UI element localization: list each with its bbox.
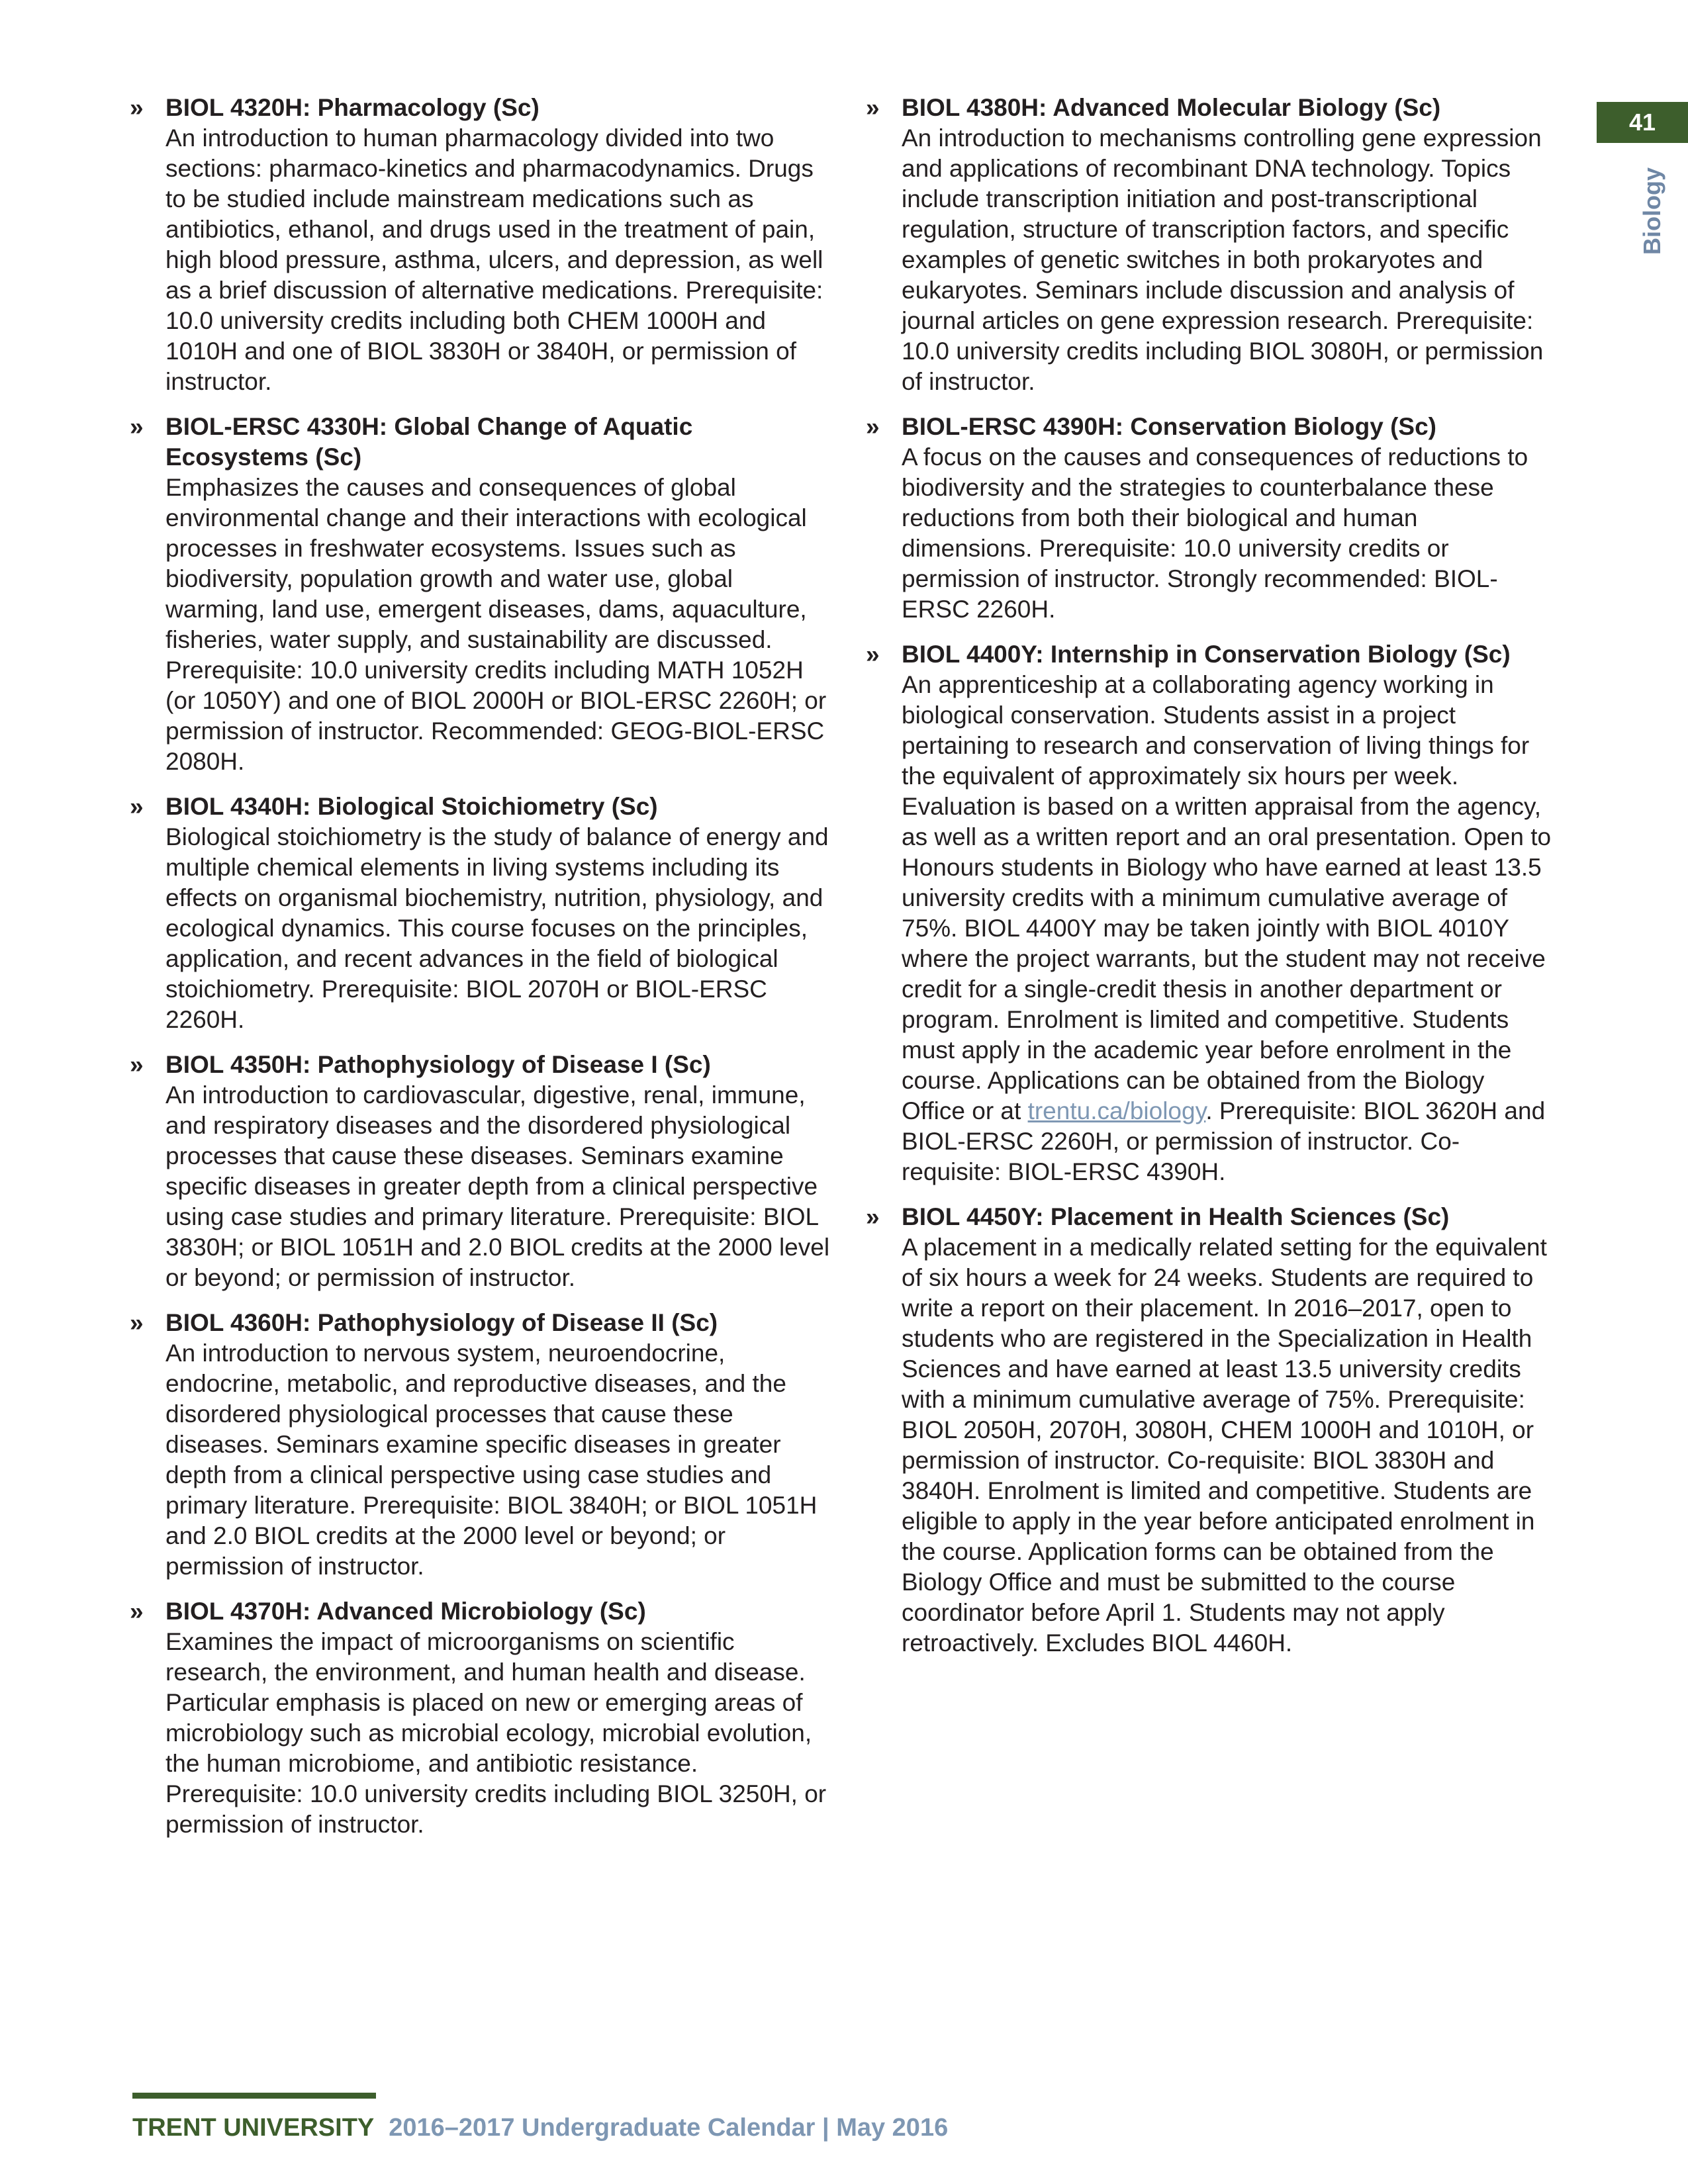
course-entry — [866, 1202, 1554, 1659]
course-description: An introduction to nervous system, neuroendocrine, endocrine, metabolic, and reproductive diseases, and the disordered physiological processes that cause these diseases. Seminars examine specific diseases in greater depth from a clinical perspective using case studies and primary literature. Prerequisite: BIOL 3840H; or BIOL 1051H and 2.0 BIOL credits at the 2000 level or beyond; or permission of instructor. — [165, 1340, 818, 1580]
page-number: 41 — [1597, 102, 1688, 143]
course-entry — [130, 1050, 831, 1293]
bullet-marker: » — [130, 793, 144, 820]
bullet-marker: » — [866, 641, 880, 668]
course-description — [902, 670, 1554, 1187]
course-entry — [866, 93, 1554, 397]
course-title: BIOL 4380H: Advanced Molecular Biology (Sc) — [902, 94, 1441, 121]
course-title: BIOL 4370H: Advanced Microbiology (Sc) — [165, 1598, 646, 1625]
course-entry — [130, 93, 831, 397]
course-entry — [866, 639, 1554, 1187]
bullet-marker: » — [866, 413, 880, 440]
course-title: BIOL-ERSC 4330H: Global Change of Aquatic Ecosystems (Sc) — [165, 413, 693, 471]
course-description: Emphasizes the causes and consequences of global environmental change and their interactions with ecological processes in freshwater ecosystems. Issues such as biodiversity, population growth and water use, global warming, land use, emergent diseases, dams, aquaculture, fisheries, water supply, and sustainability are discussed. Prerequisite: 10.0 university credits including MATH 1052H (or 1050Y) and one of BIOL 2000H or BIOL-ERSC 2260H; or permission of instructor. Recommended: GEOG-BIOL-ERSC 2080H. — [165, 474, 827, 775]
course-title: BIOL 4350H: Pathophysiology of Disease I (Sc) — [165, 1051, 711, 1078]
left-column — [130, 93, 831, 1854]
course-title: BIOL 4340H: Biological Stoichiometry (Sc) — [165, 793, 658, 820]
footer — [132, 2111, 948, 2144]
course-entry — [130, 1308, 831, 1582]
footer-calendar: 2016–2017 Undergraduate Calendar | May 2016 — [389, 2114, 949, 2142]
course-entry — [130, 792, 831, 1035]
bullet-marker: » — [866, 94, 880, 121]
course-description: A placement in a medically related setting for the equivalent of six hours a week for 24 weeks. Students are required to write a report on their placement. In 2016–2017, open to students who are registered in the Specialization in Health Sciences and have earned at least 13.5 university credits with a minimum cumulative average of 75%. Prerequisite: BIOL 2050H, 2070H, 3080H, CHEM 1000H and 1010H, or permission of instructor. Co-requisite: BIOL 3830H and 3840H. Enrolment is limited and competitive. Students are eligible to apply in the year before anticipated enrolment in the course. Application forms can be obtained from the Biology Office and must be submitted to the course coordinator before April 1. Students may not apply retroactively. Excludes BIOL 4460H. — [902, 1234, 1547, 1657]
footer-rule — [132, 2093, 376, 2099]
bullet-marker: » — [130, 1051, 144, 1078]
course-entry — [130, 412, 831, 777]
bullet-marker: » — [130, 1309, 144, 1336]
footer-university: TRENT UNIVERSITY — [132, 2114, 375, 2142]
course-description-text: An apprenticeship at a collaborating agency working in biological conservation. Students assist in a project pertaining to research and conservation of living things for the equivalent of approximately six hours per week. Evaluation is based on a written appraisal from the agency, as well as a written report and an oral presentation. Open to Honours students in Biology who have earned at least 13.5 university credits with a minimum cumulative average of 75%. BIOL 4400Y may be taken jointly with BIOL 4010Y where the project warrants, but the student may not receive credit for a single-credit thesis in another department or program. Enrolment is limited and competitive. Students must apply in the academic year before enrolment in the course. Applications can be obtained from the Biology Office or at — [902, 671, 1552, 1124]
course-title: BIOL 4360H: Pathophysiology of Disease II (Sc) — [165, 1309, 718, 1336]
course-title: BIOL 4450Y: Placement in Health Sciences (Sc) — [902, 1203, 1450, 1230]
course-description: An introduction to cardiovascular, digestive, renal, immune, and respiratory diseases and the disordered physiological processes that cause these diseases. Seminars examine specific diseases in greater depth from a clinical perspective using case studies and primary literature. Prerequisite: BIOL 3830H; or BIOL 1051H and 2.0 BIOL credits at the 2000 level or beyond; or permission of instructor. — [165, 1081, 830, 1291]
bullet-marker: » — [130, 94, 144, 121]
course-description-text: . Prerequisite: BIOL 3620H and BIOL-ERSC 2260H, or permission of instructor. Co-requisite: BIOL-ERSC 4390H. — [902, 1097, 1546, 1185]
course-title: BIOL 4320H: Pharmacology (Sc) — [165, 94, 539, 121]
course-title: BIOL 4400Y: Internship in Conservation Biology (Sc) — [902, 641, 1511, 668]
course-description: A focus on the causes and consequences of reductions to biodiversity and the strategies to counterbalance these reductions from both their biological and human dimensions. Prerequisite: 10.0 university credits or permission of instructor. Strongly recommended: BIOL-ERSC 2260H. — [902, 443, 1528, 623]
section-label: Biology — [1638, 167, 1665, 255]
right-column — [866, 93, 1554, 1673]
bullet-marker: » — [130, 1598, 144, 1625]
course-description: An introduction to mechanisms controlling gene expression and applications of recombinant DNA technology. Topics include transcription initiation and post-transcriptional regulation, structure of transcription factors, and specific examples of genetic switches in both prokaryotes and eukaryotes. Seminars include discussion and analysis of journal articles on gene expression research. Prerequisite: 10.0 university credits including BIOL 3080H, or permission of instructor. — [902, 124, 1544, 395]
course-description: Biological stoichiometry is the study of balance of energy and multiple chemical elements in living systems including its effects on organismal biochemistry, nutrition, physiology, and ecological dynamics. This course focuses on the principles, application, and recent advances in the field of biological stoichiometry. Prerequisite: BIOL 2070H or BIOL-ERSC 2260H. — [165, 823, 829, 1033]
course-title: BIOL-ERSC 4390H: Conservation Biology (Sc) — [902, 413, 1436, 440]
course-entry — [130, 1596, 831, 1840]
bullet-marker: » — [866, 1203, 880, 1230]
bullet-marker: » — [130, 413, 144, 440]
course-description: Examines the impact of microorganisms on scientific research, the environment, and human health and disease. Particular emphasis is placed on new or emerging areas of microbiology such as microbial ecology, microbial evolution, the human microbiome, and antibiotic resistance. Prerequisite: 10.0 university credits including BIOL 3250H, or permission of instructor. — [165, 1628, 827, 1838]
biology-website-link[interactable]: trentu.ca/biology — [1027, 1097, 1206, 1124]
course-entry — [866, 412, 1554, 625]
course-description: An introduction to human pharmacology divided into two sections: pharmaco-kinetics and pharmacodynamics. Drugs to be studied include mainstream medications such as antibiotics, ethanol, and drugs used in the treatment of pain, high blood pressure, asthma, ulcers, and depression, as well as a brief discussion of alternative medications. Prerequisite: 10.0 university credits including both CHEM 1000H and 1010H and one of BIOL 3830H or 3840H, or permission of instructor. — [165, 124, 823, 395]
